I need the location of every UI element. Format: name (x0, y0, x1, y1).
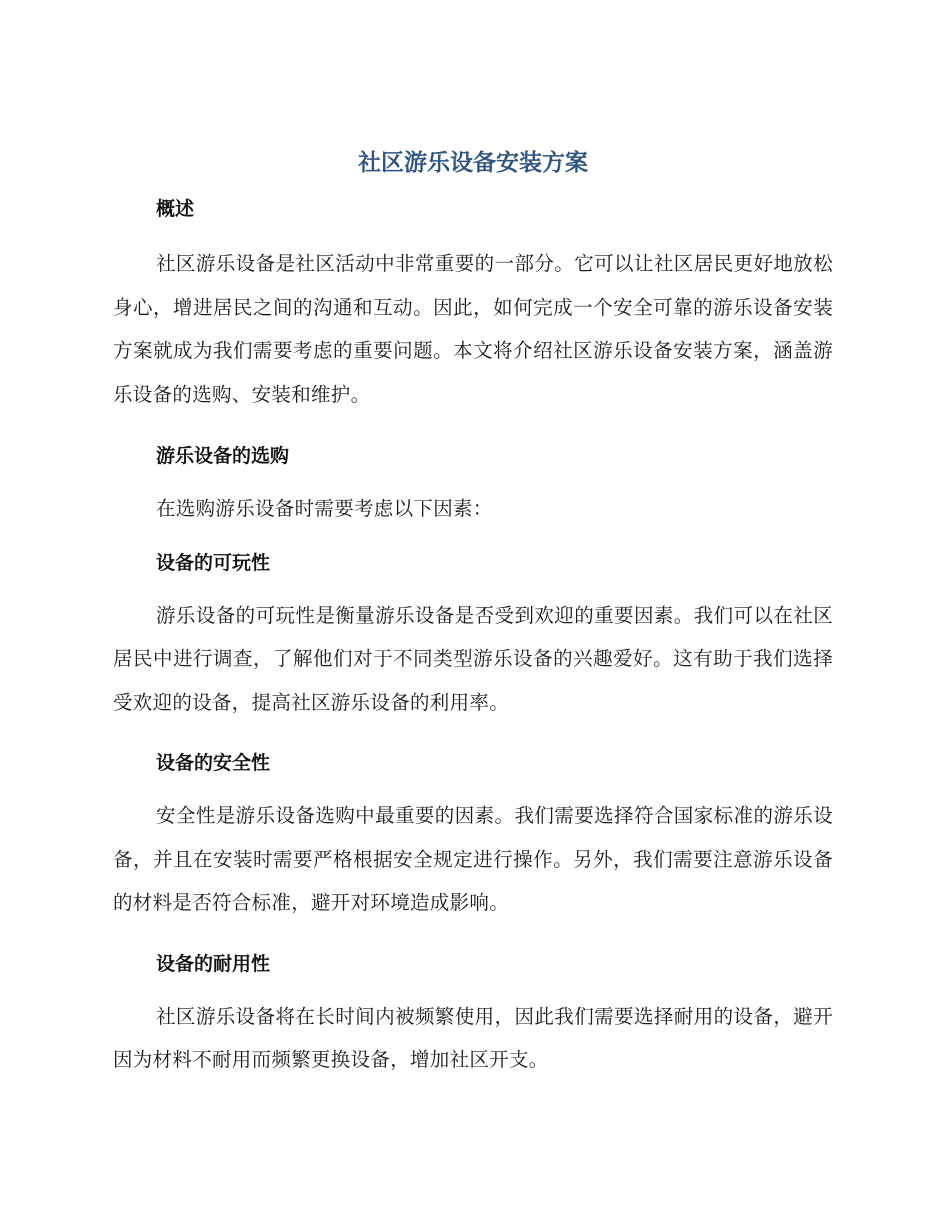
paragraph-durability: 社区游乐设备将在长时间内被频繁使用，因此我们需要选择耐用的设备，避开因为材料不耐用而频繁更换设备，增加社区开支。 (113, 1004, 833, 1071)
section-heading-selection: 游乐设备的选购 (156, 445, 290, 467)
document-page (113, 146, 833, 1082)
section-heading-playability: 设备的可玩性 (156, 551, 271, 574)
section-heading-safety: 设备的安全性 (156, 752, 271, 774)
section-heading-durability: 设备的耐用性 (156, 952, 271, 975)
paragraph-selection: 在选购游乐设备时需要考虑以下因素： (156, 497, 493, 520)
paragraph-playability: 游乐设备的可玩性是衡量游乐设备是否受到欢迎的重要因素。我们可以在社区居民中进行调查，了解他们对于不同类型游乐设备的兴趣爱好。这有助于我们选择受欢迎的设备，提高社区游乐设备的利用率。 (113, 603, 833, 714)
paragraph-safety: 安全性是游乐设备选购中最重要的因素。我们需要选择符合国家标准的游乐设备，并且在安装时需要严格根据安全规定进行操作。另外，我们需要注意游乐设备的材料是否符合标准，避开对环境造成影响。 (113, 804, 833, 914)
paragraph-overview: 社区游乐设备是社区活动中非常重要的一部分。它可以让社区居民更好地放松身心，增进居民之间的沟通和互动。因此，如何完成一个安全可靠的游乐设备安装方案就成为我们需要考虑的重要问题。本文将介绍社区游乐设备安装方案，涵盖游乐设备的选购、安装和维护。 (113, 252, 833, 406)
document-title: 社区游乐设备安装方案 (358, 150, 588, 176)
section-heading-overview: 概述 (156, 198, 195, 220)
